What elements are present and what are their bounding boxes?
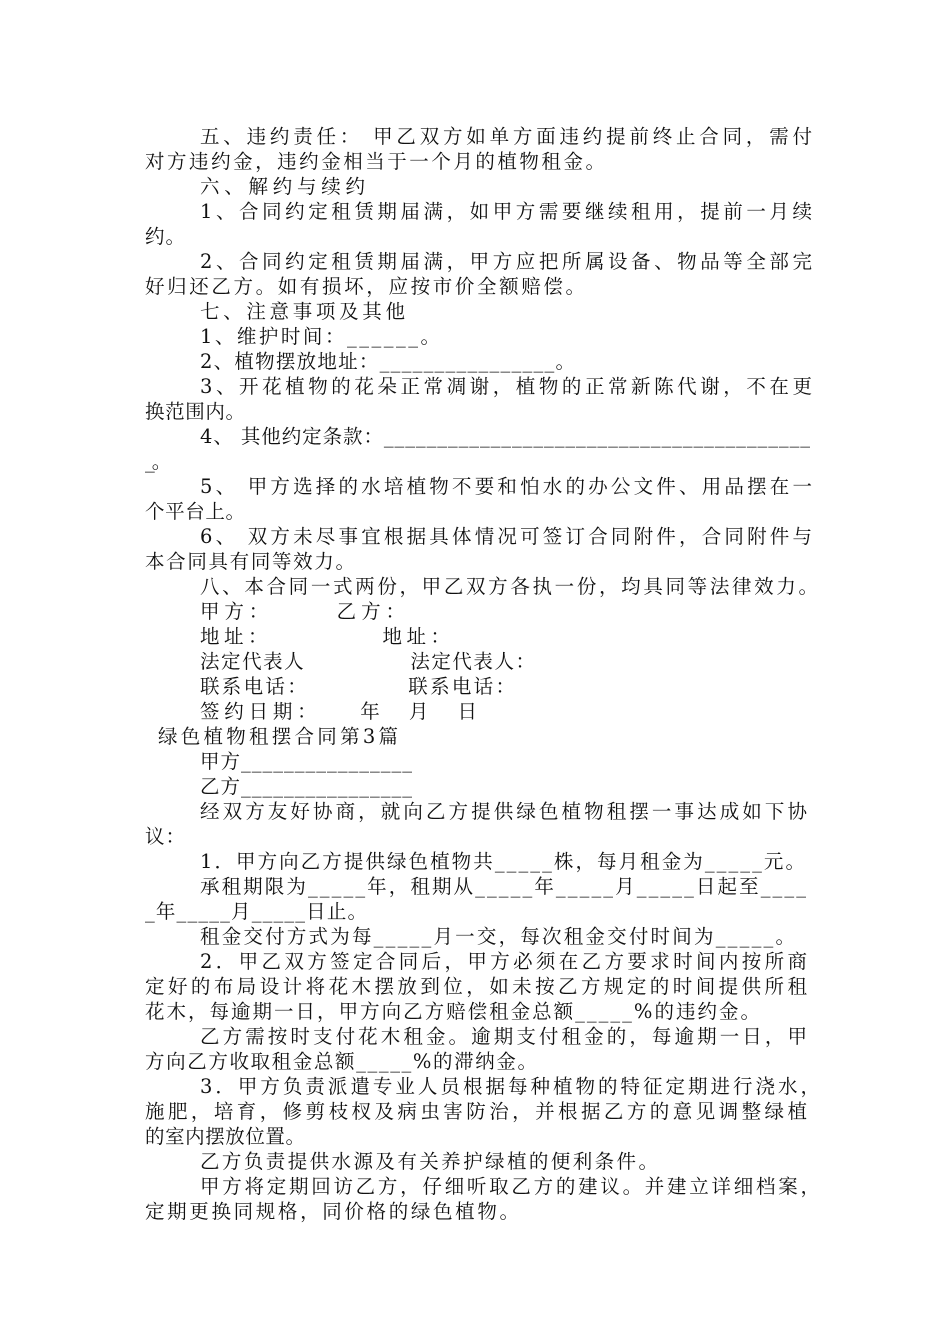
text-line: 1．甲方向乙方提供绿色植物共_____株，每月租金为_____元。 [200, 850, 808, 873]
text-line: 2、合同约定租赁期届满，甲方应把所属设备、物品等全部完 [200, 250, 816, 273]
document-title: 绿色植物租摆合同第3篇 [158, 725, 402, 748]
text-line: 施肥，培育，修剪枝杈及病虫害防治，并根据乙方的意见调整绿植 [145, 1100, 811, 1123]
text-line: 议： [145, 825, 186, 848]
signature-line: 法定代表人 法定代表人： [200, 650, 537, 673]
text-line: 乙方需按时支付花木租金。逾期支付租金的，每逾期一日，甲 [200, 1025, 811, 1048]
text-line: 八、本合同一式两份，甲乙双方各执一份，均具同等法律效力。 [200, 575, 821, 598]
text-line: 承租期限为_____年，租期从_____年_____月_____日起至____ [200, 875, 809, 898]
text-line: 五、违约责任： 甲乙双方如单方面违约提前终止合同，需付 [200, 125, 816, 148]
party-line: 甲方________________ [200, 750, 413, 773]
text-line: 甲方将定期回访乙方，仔细听取乙方的建议。并建立详细档案， [200, 1175, 823, 1198]
text-line: 4、 其他约定条款：________________________________________ [200, 425, 811, 448]
text-line: 约。 [145, 225, 186, 248]
party-line: 乙方________________ [200, 775, 413, 798]
text-line: 2、植物摆放地址：________________。 [200, 350, 577, 373]
text-line: 租金交付方式为每_____月一交，每次租金交付时间为_____。 [200, 925, 798, 948]
signature-line: 地址： 地址： [200, 625, 455, 648]
signature-line: 签约日期： 年 月 日 [200, 700, 482, 723]
text-line: 方向乙方收取租金总额_____%的滞纳金。 [145, 1050, 539, 1073]
signature-line: 甲方： 乙方： [200, 600, 410, 623]
text-line: _年_____月_____日止。 [145, 900, 369, 923]
signature-line: 联系电话： 联系电话： [200, 675, 518, 698]
text-line: 3、开花植物的花朵正常凋谢，植物的正常新陈代谢，不在更 [200, 375, 816, 398]
text-line: 1、维护时间：______。 [200, 325, 443, 348]
text-line: 5、 甲方选择的水培植物不要和怕水的办公文件、用品摆在一 [200, 475, 816, 498]
section-heading: 七、注意事项及其他 [200, 300, 409, 323]
text-line: 乙方负责提供水源及有关养护绿植的便利条件。 [200, 1150, 661, 1173]
text-line: 定好的布局设计将花木摆放到位，如未按乙方规定的时间提供所租 [145, 975, 811, 998]
text-line: 3．甲方负责派遣专业人员根据每种植物的特征定期进行浇水， [200, 1075, 823, 1098]
text-line: 本合同具有同等效力。 [145, 550, 357, 573]
text-line: 换范围内。 [145, 400, 246, 423]
text-line: _。 [145, 450, 169, 473]
text-line: 经双方友好协商，就向乙方提供绿色植物租摆一事达成如下协 [200, 800, 811, 823]
text-line: 2．甲乙双方签定合同后，甲方必须在乙方要求时间内按所商 [200, 950, 811, 973]
text-line: 定期更换同规格，同价格的绿色植物。 [145, 1200, 522, 1223]
text-line: 花木，每逾期一日，甲方向乙方赔偿租金总额_____%的违约金。 [145, 1000, 763, 1023]
text-line: 个平台上。 [145, 500, 246, 523]
text-line: 的室内摆放位置。 [145, 1125, 306, 1148]
section-heading: 六、解约与续约 [200, 175, 370, 198]
text-line: 1、合同约定租赁期届满，如甲方需要继续租用，提前一月续 [200, 200, 816, 223]
text-line: 对方违约金，违约金相当于一个月的植物租金。 [145, 150, 608, 173]
text-line: 6、 双方未尽事宜根据具体情况可签订合同附件，合同附件与 [200, 525, 816, 548]
text-line: 好归还乙方。如有损坏，应按市价全额赔偿。 [145, 275, 588, 298]
